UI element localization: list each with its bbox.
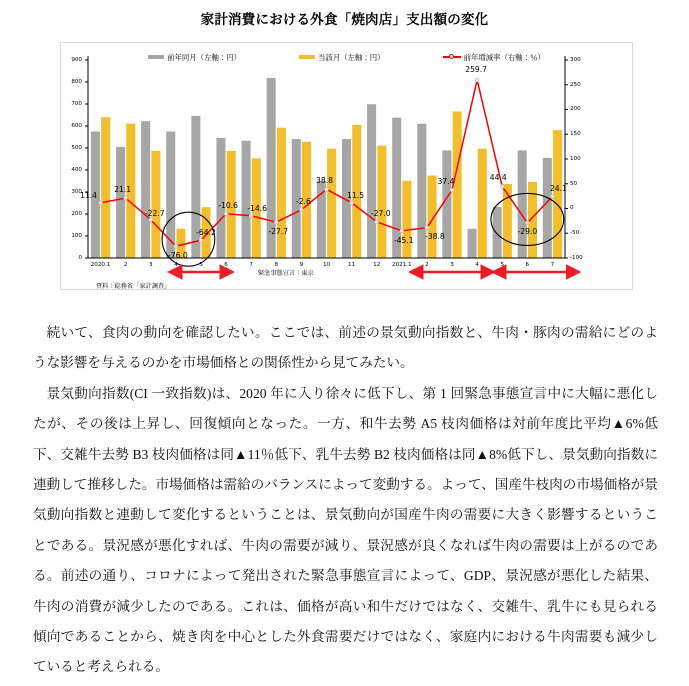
figure-source-note: 資料：総務省「家計調査」	[96, 283, 171, 290]
data-label-2020.1: 11.4	[80, 190, 97, 200]
data-label-12: -27.0	[370, 208, 391, 218]
bar-prev-year-2	[116, 147, 125, 258]
yoy-rate-marker-8	[274, 220, 278, 224]
yoy-rate-marker-5	[199, 238, 203, 242]
data-label-3: -22.7	[144, 208, 165, 218]
bar-current-month-12	[377, 146, 386, 258]
data-label-11: 11.5	[347, 190, 365, 200]
bar-current-month-3	[151, 151, 160, 258]
right-axis-tick-label-150: 150	[570, 131, 581, 138]
yoy-rate-marker-3	[149, 218, 153, 222]
yoy-rate-marker-3	[450, 188, 454, 192]
x-axis-tick-label-2021.1: 2021.1	[392, 262, 412, 268]
x-axis-tick-label-9: 9	[299, 262, 304, 268]
y-axis-tick-label-500: 500	[71, 144, 82, 151]
y-axis-tick-label-0: 0	[78, 254, 82, 261]
bar-current-month-7	[553, 130, 562, 258]
x-axis-tick-label-12: 12	[373, 262, 381, 268]
bar-prev-year-6	[216, 138, 225, 258]
data-label-6: -10.6	[218, 200, 238, 210]
bar-prev-year-4	[467, 229, 476, 258]
data-label-6: -29.0	[517, 226, 538, 236]
yoy-rate-marker-11	[350, 201, 354, 205]
y-axis-tick-label-700: 700	[71, 100, 82, 107]
yoy-rate-marker-6	[525, 221, 529, 225]
document-body	[33, 318, 658, 683]
right-axis-tick-label-200: 200	[570, 106, 581, 113]
data-label-3: 37.4	[437, 176, 455, 186]
yoy-rate-marker-7	[551, 195, 555, 199]
bar-prev-year-3	[442, 150, 451, 258]
data-label-8: -27.7	[268, 227, 289, 237]
right-axis-tick-label-250: 250	[570, 81, 581, 88]
right-axis-tick-label-50: 50	[570, 180, 578, 187]
figure-container	[0, 0, 689, 305]
chart-plot-area	[0, 0, 689, 305]
data-label-5: 44.4	[489, 172, 507, 182]
yoy-rate-marker-4	[475, 78, 479, 82]
data-label-7: -14.6	[247, 203, 267, 213]
bar-current-month-10	[327, 149, 336, 258]
yoy-rate-marker-2020.1	[99, 201, 103, 205]
y-axis-tick-label-600: 600	[71, 122, 82, 129]
bar-prev-year-4	[166, 132, 175, 259]
data-label-5: -64.2	[196, 228, 216, 238]
data-label-4: 259.7	[465, 64, 487, 74]
chart-svg	[0, 0, 689, 305]
emergency-declaration-label: 緊急事態宣言：東京	[258, 270, 314, 277]
legend-label-current-month: 当該月（左軸：円）	[318, 52, 385, 62]
x-axis-tick-label-3: 3	[450, 262, 454, 268]
bar-prev-year-6	[518, 150, 527, 258]
data-label-4: -76.0	[168, 251, 188, 261]
x-axis-tick-label-6: 6	[224, 262, 228, 268]
right-axis-tick-label--100: -100	[570, 254, 583, 261]
paragraph-1: 続いて、食肉の動向を確認したい。ここでは、前述の景気動向指数と、牛肉・豚肉の需給にどのような影響を与えるのかを市場価格との関係性から見てみたい。	[33, 325, 658, 371]
y-axis-tick-label-200: 200	[71, 210, 82, 217]
bar-prev-year-7	[242, 141, 251, 258]
x-axis-tick-label-5: 5	[199, 262, 203, 268]
yoy-rate-marker-2	[425, 226, 429, 230]
figure-title: 家計消費における外食「焼肉店」支出額の変化	[200, 12, 489, 28]
data-label-2: -38.8	[425, 231, 445, 241]
y-axis-tick-label-900: 900	[71, 56, 82, 63]
x-axis-tick-label-7: 7	[249, 262, 253, 268]
bar-current-month-4	[478, 149, 487, 258]
bar-prev-year-5	[493, 207, 502, 258]
bar-current-month-2	[428, 176, 437, 259]
x-axis-tick-label-8: 8	[274, 262, 279, 268]
y-axis-tick-label-100: 100	[71, 232, 82, 239]
x-axis-tick-label-4: 4	[475, 262, 479, 268]
paragraph-2: 景気動向指数(CI 一致指数)は、2020 年に入り徐々に低下し、第 1 回緊急事態宣言中に大幅に悪化したが、その後は上昇し、回復傾向となった。一方、和牛去勢 A5 枝肉価格は対前年度比平均▲6%低下、交雑牛去勢 B3 枝肉価格は同▲11％低下、乳牛去勢 B2 枝肉価格は同▲8%低下し、景気動向指数に連動して推移した。市場価格は需給のバランスによって変動する。よって、国産牛枝肉の市場価格が景気動向指数と連動して変化するということは、景気動向が国産牛肉の需要に大きく影響するということである。景況感が悪化すれば、牛肉の需要が減り、景況感が良くなれば牛肉の需要は上がるのである。前述の通り、コロナによって発出された緊急事態宣言によって、GDP、景況感が悪化した結果、牛肉の消費が減少したのである。これは、価格が高い和牛だけではなく、交雑牛、乳牛にも見られる傾向であることから、焼き肉を中心とした外食需要だけではなく、家庭内における牛肉需要も減少していると考えられる。	[33, 385, 658, 675]
bar-current-month-8	[277, 128, 286, 258]
x-axis-tick-label-2020.1: 2020.1	[90, 262, 111, 268]
bar-prev-year-12	[367, 104, 376, 258]
right-axis-tick-label--50: -50	[570, 230, 580, 237]
yoy-rate-marker-10	[325, 187, 329, 191]
bar-current-month-2021.1	[402, 181, 411, 258]
right-axis-tick-label-100: 100	[570, 155, 581, 162]
yoy-rate-marker-2021.1	[400, 229, 404, 233]
data-label-7: 24.1	[549, 183, 567, 193]
yoy-rate-marker-2	[124, 196, 128, 200]
data-label-2: 21.1	[114, 185, 132, 195]
data-label-10: 38.8	[316, 176, 333, 186]
yoy-rate-marker-5	[500, 185, 504, 189]
yoy-rate-marker-9	[299, 208, 303, 212]
yoy-rate-marker-12	[375, 220, 379, 224]
right-axis-tick-label-300: 300	[570, 56, 581, 63]
data-label-2021.1: -45.1	[393, 235, 414, 245]
x-axis-tick-label-6: 6	[525, 262, 530, 268]
x-axis-tick-label-10: 10	[322, 262, 331, 268]
yoy-rate-marker-4	[174, 244, 178, 248]
x-axis-tick-label-5: 5	[500, 262, 505, 268]
x-axis-tick-label-3: 3	[148, 262, 153, 268]
yoy-rate-marker-7	[249, 214, 253, 218]
yoy-rate-marker-6	[224, 212, 228, 216]
right-axis-tick-label-0: 0	[570, 205, 574, 212]
x-axis-tick-label-11: 11	[348, 262, 356, 268]
x-axis-tick-label-7: 7	[550, 262, 555, 268]
legend-label-yoy-change-rate: 前年増減率（右軸：％）	[463, 52, 545, 62]
legend-label-prev-year-same-month: 前年同月（左軸：円）	[167, 52, 242, 62]
x-axis-tick-label-2: 2	[123, 262, 128, 268]
data-label-9: -2.6	[295, 196, 311, 206]
y-axis-tick-label-300: 300	[71, 188, 82, 195]
x-axis-tick-label-4: 4	[174, 262, 178, 268]
y-axis-tick-label-400: 400	[71, 166, 82, 173]
bar-prev-year-3	[141, 121, 150, 258]
highlight-circle-2	[491, 193, 564, 245]
y-axis-tick-label-800: 800	[71, 78, 82, 85]
x-axis-tick-label-2: 2	[425, 262, 429, 268]
